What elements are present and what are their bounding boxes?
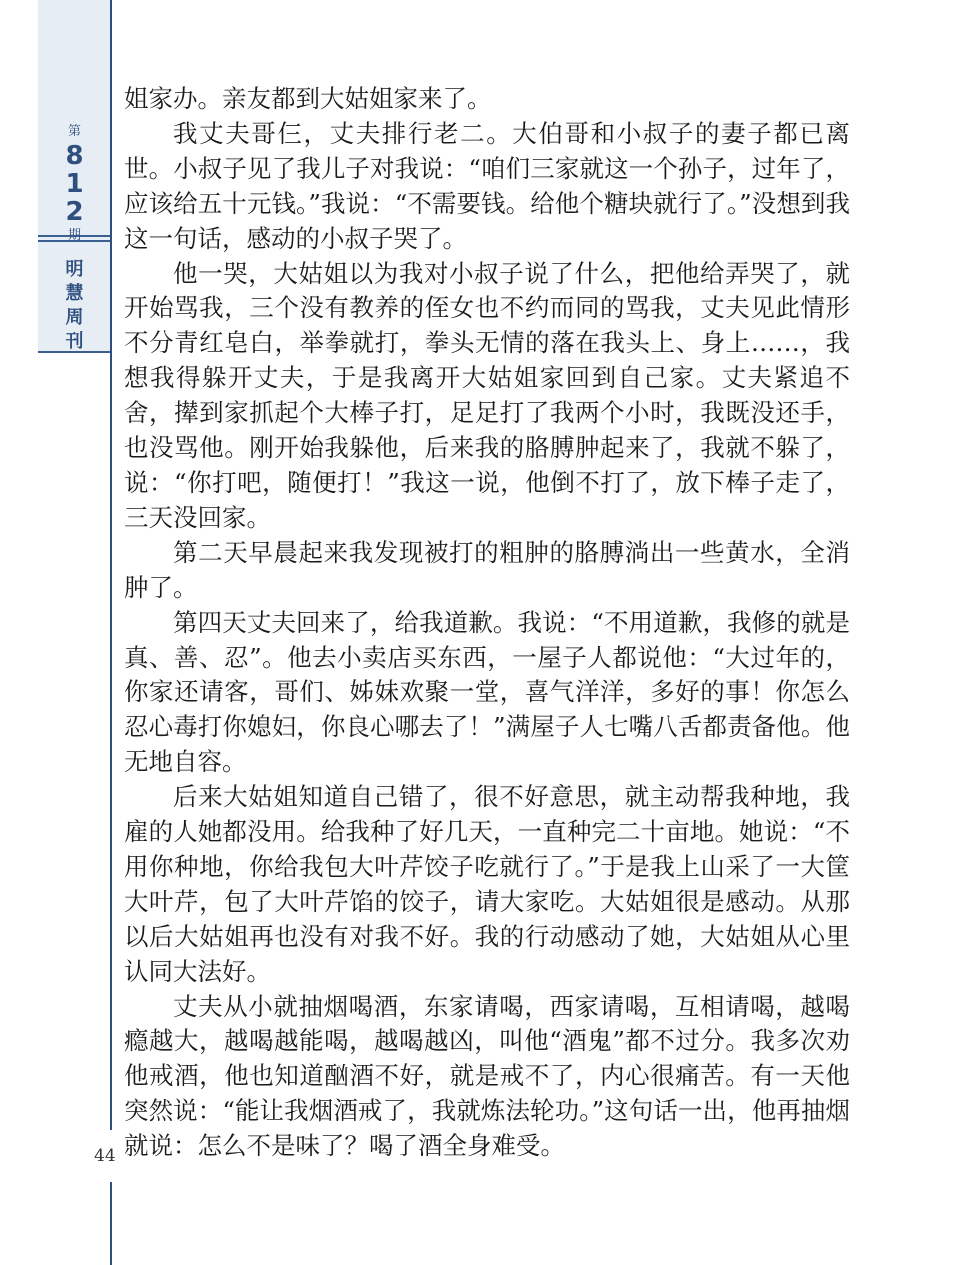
magazine-title-char: 周 [65,307,84,328]
paragraph: 第二天早晨起来我发现被打的粗肿的胳膊淌出一些黄水，全消肿了。 [124,537,850,602]
paragraph: 第四天丈夫回来了，给我道歉。我说：“不用道歉，我修的就是真、善、忍”。他去小卖店买东西，一屋子人都说他：“大过年的，你家还请客，哥们、姊妹欢聚一堂，喜气洋洋，多好的事！你怎么忍心毒打你媳妇，你良心哪去了！”满屋子人七嘴八舌都责备他。他无地自容。 [124,607,850,777]
magazine-title-char: 明 [65,259,84,280]
issue-suffix: 期 [67,228,81,243]
issue-prefix: 第 [67,124,81,139]
issue-digit: 1 [65,169,84,199]
magazine-title-char: 慧 [65,283,84,304]
paragraph: 丈夫从小就抽烟喝酒，东家请喝，西家请喝，互相请喝，越喝瘾越大，越喝越能喝，越喝越凶，叫他“酒鬼”都不过分。我多次劝他戒酒，他也知道酗酒不好，就是戒不了，内心很痛苦。有一天他突然说：“能让我烟酒戒了，我就炼法轮功。”这句话一出，他再抽烟就说：怎么不是味了？喝了酒全身难受。 [124,991,850,1161]
paragraph: 他一哭，大姑姐以为我对小叔子说了什么，把他给弄哭了，就开始骂我，三个没有教养的侄女也不约而同的骂我，丈夫见此情形不分青红皂白，举拳就打，拳头无情的落在我头上、身上……，我想我得躲开丈夫，于是我离开大姑姐家回到自己家。丈夫紧追不舍，撵到家抓起个大棒子打，足足打了我两个小时，我既没还手，也没骂他。刚开始我躲他，后来我的胳膊肿起来了，我就不躲了，说：“你打吧，随便打！”我这一说，他倒不打了，放下棒子走了，三天没回家。 [124,258,850,532]
paragraph: 后来大姑姐知道自己错了，很不好意思，就主动帮我种地，我雇的人她都没用。给我种了好几天，一直种完二十亩地。她说：“不用你种地，你给我包大叶芹饺子吃就行了。”于是我上山采了一大筐大叶芹，包了大叶芹馅的饺子，请大家吃。大姑姐很是感动。从那以后大姑姐再也没有对我不好。我的行动感动了她，大姑姐从心里认同大法好。 [124,782,850,986]
paragraph: 姐家办。亲友都到大姑姐家来了。 [124,84,492,113]
issue-digit: 2 [65,197,84,227]
magazine-title-char: 刊 [65,331,84,352]
issue-digit: 8 [65,141,84,171]
page-number: 44 [94,1146,116,1166]
issue-number [38,122,111,246]
margin-rule-lower [110,1182,112,1265]
paragraph: 我丈夫哥仨，丈夫排行老二。大伯哥和小叔子的妻子都已离世。小叔子见了我儿子对我说：“咱们三家就这一个孙子，过年了，应该给五十元钱。”我说：“不需要钱。给他个糖块就行了。”没想到我这一句话，感动的小叔子哭了。 [124,118,850,253]
magazine-title [38,258,111,354]
article-body [124,82,850,1164]
